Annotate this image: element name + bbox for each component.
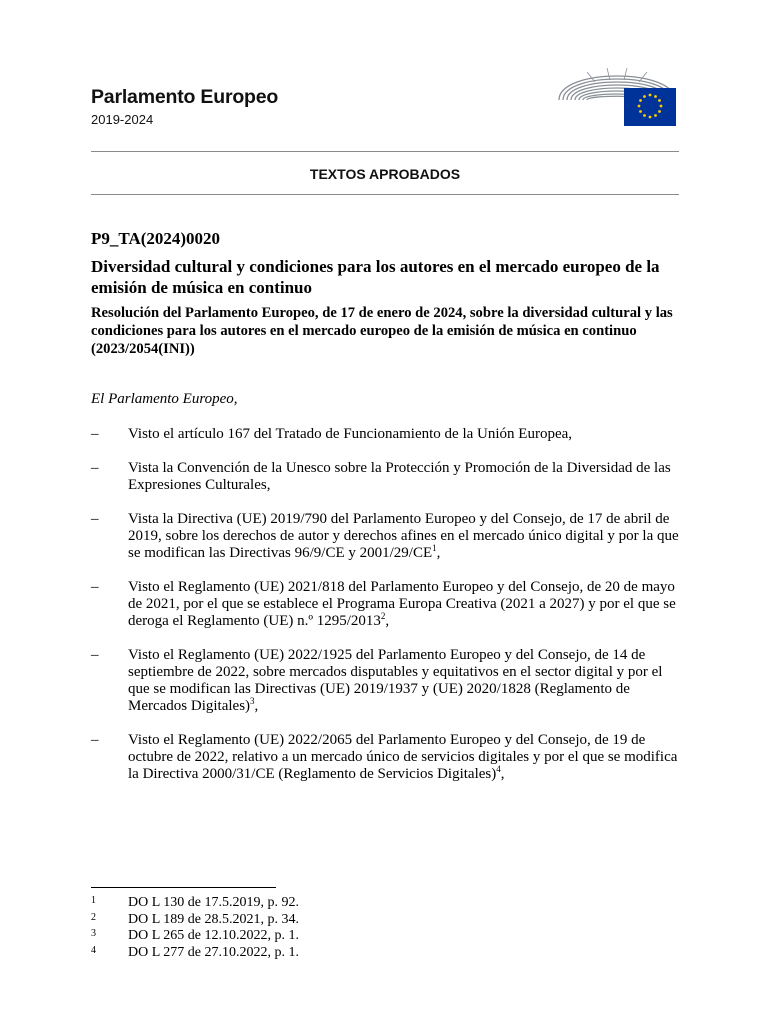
citation-text: Vista la Directiva (UE) 2019/790 del Parlamento Europeo y del Consejo, de 17 de abril de 2019, sobre los derechos de autor y derechos afines en el mercado único digital y por la que se modifican las Directivas 96/9/CE y 2001/29/CE	[128, 511, 679, 561]
citation-dash: –	[91, 579, 99, 595]
citation-dash: –	[91, 426, 99, 442]
citation-tail: ,	[436, 545, 441, 561]
footnote-text: DO L 277 de 27.10.2022, p. 1.	[128, 944, 299, 960]
citation-dash: –	[91, 511, 99, 527]
citation-item	[91, 579, 681, 630]
footnote-number: 2	[91, 911, 96, 923]
european-parliament-logo-icon	[557, 58, 678, 128]
footnote-text: DO L 130 de 17.5.2019, p. 92.	[128, 895, 299, 910]
footnote-separator	[91, 887, 276, 888]
citation-dash: –	[91, 460, 99, 476]
footnote-ref[interactable]: 2	[380, 611, 386, 621]
parliamentary-term: 2019-2024	[91, 112, 154, 127]
eu-flag-icon	[624, 88, 676, 126]
footnote-ref[interactable]: 3	[250, 696, 255, 706]
citation-list	[91, 426, 681, 800]
document-title: Diversidad cultural y condiciones para los autores en el mercado europeo de la emisión de música en continuo	[91, 257, 660, 297]
citation-text: Visto el Reglamento (UE) 2022/1925 del Parlamento Europeo y del Consejo, de 14 de septiembre de 2022, sobre mercados disputables y equitativos en el sector digital y por el que se modifican las Directivas (UE) 2019/1937 y (UE) 2020/1828 (Reglamento de Mercados Digitales)	[128, 647, 663, 714]
citation-tail: ,	[500, 766, 505, 782]
citation-text: Vista la Convención de la Unesco sobre la Protección y Promoción de la Diversidad de las Expresiones Culturales,	[128, 460, 671, 493]
citation-item	[91, 426, 681, 443]
citation-tail: ,	[254, 698, 259, 714]
citation-item	[91, 732, 681, 783]
section-title: TEXTOS APROBADOS	[309, 166, 461, 182]
institution-name: Parlamento Europeo	[91, 86, 279, 108]
citation-item	[91, 460, 681, 494]
footnote-ref[interactable]: 1	[432, 543, 437, 553]
footnote-number: 3	[91, 928, 96, 939]
citation-text: Visto el Reglamento (UE) 2022/2065 del Parlamento Europeo y del Consejo, de 19 de octubre de 2022, relativo a un mercado único de servicios digitales y por el que se modifica la Directiva 2000/31/CE (Reglamento de Servicios Digitales)	[128, 732, 678, 782]
citation-item	[91, 511, 681, 562]
document-reference: P9_TA(2024)0020	[91, 229, 221, 248]
citation-tail: ,	[385, 613, 390, 629]
footnote-number: 1	[91, 895, 96, 906]
footnote-text: DO L 189 de 28.5.2021, p. 34.	[128, 911, 299, 927]
header-divider	[91, 151, 679, 152]
footnote-text: DO L 265 de 12.10.2022, p. 1.	[128, 928, 299, 943]
intro-line: El Parlamento Europeo,	[91, 391, 238, 407]
citation-text: Visto el artículo 167 del Tratado de Funcionamiento de la Unión Europea,	[128, 426, 573, 442]
resolution-subtitle: Resolución del Parlamento Europeo, de 17 de enero de 2024, sobre la diversidad cultural y las condiciones para los autores en el mercado europeo de la emisión de música en continuo (2023/2054(INI))	[91, 305, 673, 357]
citation-item	[91, 647, 681, 715]
citation-dash: –	[91, 647, 99, 663]
citation-dash: –	[91, 732, 99, 748]
citation-text: Visto el Reglamento (UE) 2021/818 del Parlamento Europeo y del Consejo, de 20 de mayo de 2021, por el que se establece el Programa Europa Creativa (2021 a 2027) y por el que se deroga el Reglamento (UE) n.º 1295/2013	[128, 579, 676, 629]
section-divider	[91, 194, 679, 195]
footnote-number: 4	[91, 944, 96, 956]
footnote-ref[interactable]: 4	[496, 764, 501, 774]
